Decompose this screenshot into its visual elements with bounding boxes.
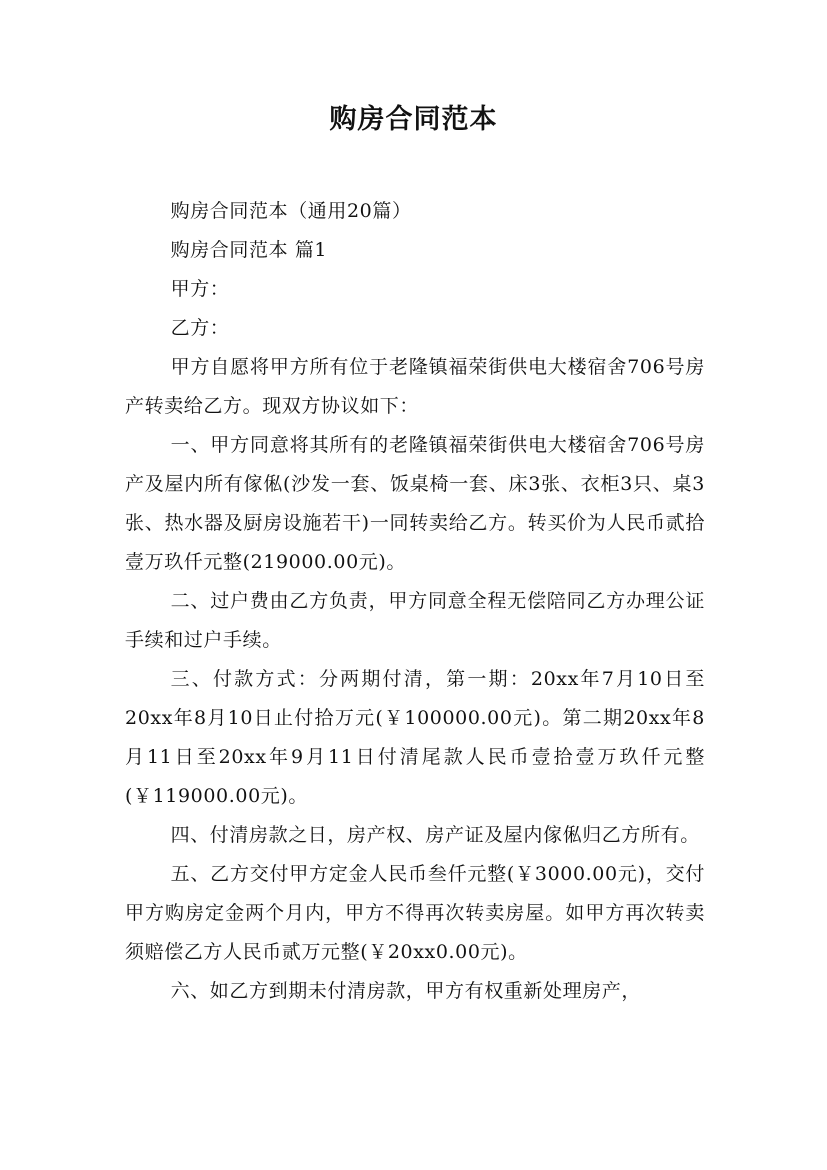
paragraph-clause-1: 一、甲方同意将其所有的老隆镇福荣街供电大楼宿舍706号房产及屋内所有傢俬(沙发一套、饭桌椅一套、床3张、衣柜3只、桌3张、热水器及厨房设施若干)一同转卖给乙方。转买价为人民币贰拾壹万玖仟元整(219000.00元)。 (125, 434, 705, 573)
document-body (125, 192, 705, 1011)
paragraph-clause-3: 三、付款方式：分两期付清，第一期：20xx年7月10日至20xx年8月10日止付拾万元(￥100000.00元)。第二期20xx年8月11日至20xx年9月11日付清尾款人民币壹拾壹万玖仟元整(￥119000.00元)。 (125, 668, 705, 807)
paragraph-party-a: 甲方： (170, 278, 230, 300)
paragraph-clause-4: 四、付清房款之日，房产权、房产证及屋内傢俬归乙方所有。 (170, 824, 700, 846)
paragraph-clause-6: 六、如乙方到期未付清房款，甲方有权重新处理房产， (170, 980, 641, 1002)
paragraph-party-b: 乙方： (170, 317, 230, 339)
paragraph-clause-2: 二、过户费由乙方负责，甲方同意全程无偿陪同乙方办理公证手续和过户手续。 (125, 590, 705, 651)
paragraph-clause-5: 五、乙方交付甲方定金人民币叁仟元整(￥3000.00元)，交付甲方购房定金两个月内，甲方不得再次转卖房屋。如甲方再次转卖须赔偿乙方人民币贰万元整(￥20xx0.00元)。 (125, 863, 705, 963)
document-title: 购房合同范本 (329, 104, 498, 135)
paragraph-intro: 甲方自愿将甲方所有位于老隆镇福荣街供电大楼宿舍706号房产转卖给乙方。现双方协议如下： (125, 356, 705, 417)
paragraph-subtitle: 购房合同范本（通用20篇） (170, 200, 412, 222)
paragraph-section-heading: 购房合同范本 篇1 (170, 239, 328, 261)
